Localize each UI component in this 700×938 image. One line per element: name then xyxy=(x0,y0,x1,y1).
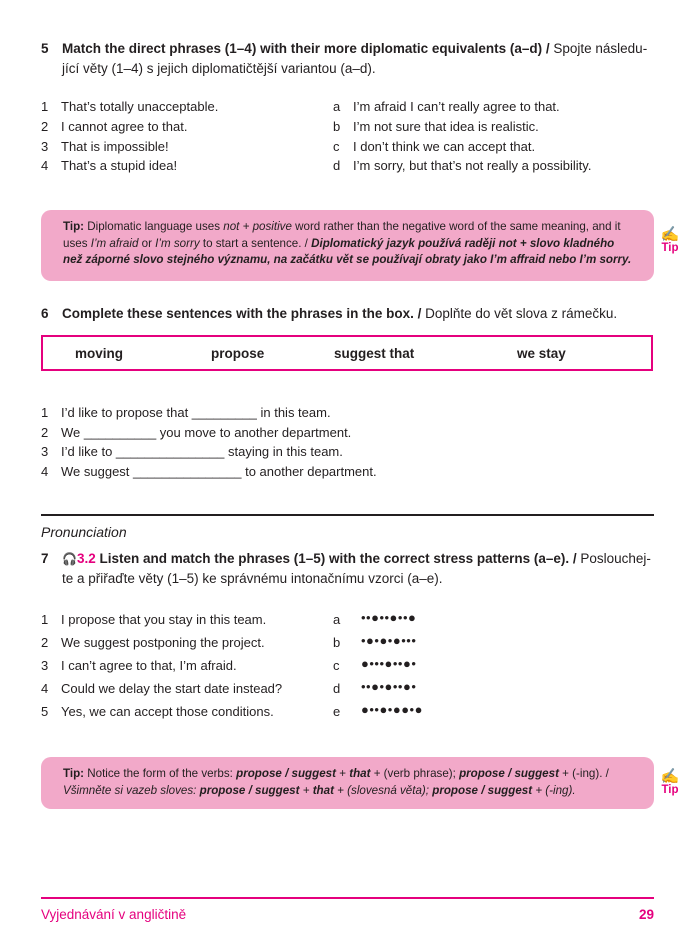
exercise-6-title-cz: Doplňte do vět slova z rámečku. xyxy=(421,306,618,321)
section-divider xyxy=(41,514,654,516)
pen-icon: ✍ xyxy=(660,226,680,243)
word-box-item: we stay xyxy=(517,346,566,361)
exercise-5-title-cz-1: Spojte následu- xyxy=(549,41,648,56)
stress-pattern: ●••●•●●•● xyxy=(361,702,423,717)
tip-box xyxy=(41,757,654,809)
stress-pattern: ••●•●••●• xyxy=(361,679,417,694)
exercise-6-instruction xyxy=(62,304,662,324)
exercise-7-title-cz-2: te a přiřaďte věty (1–5) ke správnému intonačnímu vzorci (a–e). xyxy=(62,571,443,586)
tip-marker xyxy=(656,770,684,796)
exercise-6-title: Complete these sentences with the phrases in the box. / xyxy=(62,306,422,321)
footer-divider xyxy=(41,897,654,899)
exercise-5-title-cz-2: jící věty (1–4) s jejich diplomatičtější variantou (a–d). xyxy=(62,61,376,76)
footer-title: Vyjednávání v angličtině xyxy=(41,907,187,922)
exercise-7-title: Listen and match the phrases (1–5) with the correct stress patterns (a–e). / xyxy=(95,551,577,566)
exercise-6-number: 6 xyxy=(41,306,49,321)
pattern-letter: e xyxy=(333,704,341,719)
tip-marker xyxy=(656,228,684,254)
exercise-5-title: Match the direct phrases (1–4) with their more diplomatic equivalents (a–d) / xyxy=(62,41,550,56)
stress-pattern: •●•●•●••• xyxy=(361,633,417,648)
word-box xyxy=(41,335,653,371)
exercise-7-number: 7 xyxy=(41,551,49,566)
pattern-letter: b xyxy=(333,635,341,650)
tip-text: Tip: Diplomatic language uses not + positive word rather than the negative word of the same meaning, and it uses I’m afraid or I’m sorry to start a sentence. / Diplomatický jazyk používá raději not + slovo kladného než záporné slovo stejného významu, na začátku vět se používají obraty jako I’m affraid nebo I’m sorry. xyxy=(63,220,632,266)
word-box-item: propose xyxy=(211,346,265,361)
tip-marker-label: Tip xyxy=(661,242,679,254)
stress-pattern: ••●••●••● xyxy=(361,610,417,625)
exercise-5-number: 5 xyxy=(41,41,49,56)
word-box-item: suggest that xyxy=(334,346,415,361)
section-title: Pronunciation xyxy=(41,524,127,540)
exercise-5-instruction xyxy=(62,39,662,79)
tip-text: Tip: Notice the form of the verbs: propose / suggest + that + (verb phrase); propose / suggest + (-ing). / Všimněte si vazeb sloves: propose / suggest + that + (slovesná věta); propose / suggest + (-ing). xyxy=(63,767,609,797)
stress-pattern: ●•••●••●• xyxy=(361,656,417,671)
exercise-7-title-cz-1: Poslouchej- xyxy=(576,551,651,566)
pen-icon: ✍ xyxy=(660,768,680,785)
headphones-icon: 🎧 xyxy=(62,552,77,566)
word-box-item: moving xyxy=(75,346,124,361)
pattern-letter: c xyxy=(333,658,340,673)
tip-box xyxy=(41,210,654,281)
exercise-7-instruction xyxy=(62,549,662,589)
track-number: 3.2 xyxy=(76,551,96,566)
page-number: 29 xyxy=(638,907,654,922)
pattern-letter: d xyxy=(333,681,341,696)
pattern-letter: a xyxy=(333,612,341,627)
tip-marker-label: Tip xyxy=(661,784,679,796)
